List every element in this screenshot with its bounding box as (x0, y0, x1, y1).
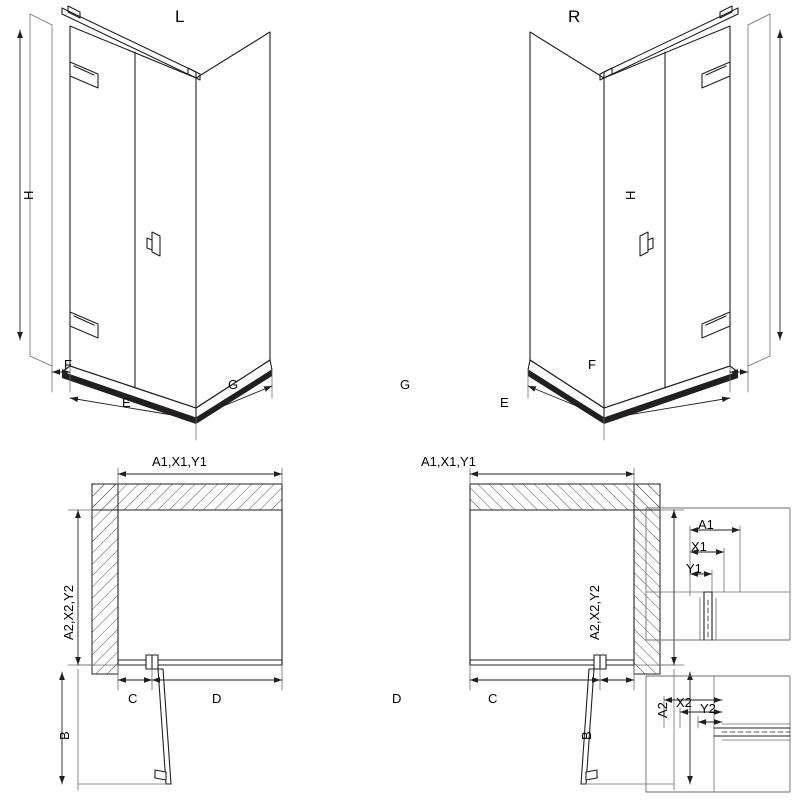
iso-right-height-label: H (623, 190, 638, 200)
iso-left-height-label: H (21, 190, 36, 200)
iso-left-label-g: G (228, 377, 239, 392)
plan-left-top-dim: A1,X1,Y1 (152, 454, 207, 469)
iso-view-right (528, 6, 780, 440)
plan-left-inner-right: D (212, 691, 222, 706)
iso-left-label-f: F (64, 357, 72, 372)
iso-right-label-e: E (500, 395, 509, 410)
detail-top-dim-a1: A1 (698, 517, 714, 532)
plan-right-side-dim: A2,X2,Y2 (587, 585, 602, 640)
plan-view-right (470, 468, 690, 790)
plan-left-side-dim: A2,X2,Y2 (61, 585, 76, 640)
iso-right-label-g: G (400, 377, 411, 392)
plan-left-inner-left: C (128, 691, 138, 706)
detail-bottom-dim-y2: Y2 (700, 701, 716, 716)
plan-right-top-dim: A1,X1,Y1 (421, 454, 476, 469)
detail-top (646, 508, 790, 640)
plan-right-inner-right: C (488, 691, 498, 706)
iso-view-left (20, 6, 272, 440)
detail-bottom-dim-a2: A2 (655, 702, 670, 718)
plan-view-left (62, 468, 282, 790)
plan-right-swing-dim: B (579, 731, 594, 740)
detail-top-dim-y1: Y1 (686, 561, 702, 576)
detail-bottom (646, 676, 790, 792)
detail-top-dim-x1: X1 (691, 539, 707, 554)
iso-left-variant-label: L (175, 7, 185, 26)
detail-bottom-dim-x2: X2 (676, 695, 692, 710)
iso-right-variant-label: R (568, 7, 581, 26)
iso-right-label-f: F (588, 357, 596, 372)
plan-right-inner-left: D (392, 691, 402, 706)
plan-left-swing-dim: B (57, 731, 72, 740)
iso-left-label-e: E (122, 395, 131, 410)
